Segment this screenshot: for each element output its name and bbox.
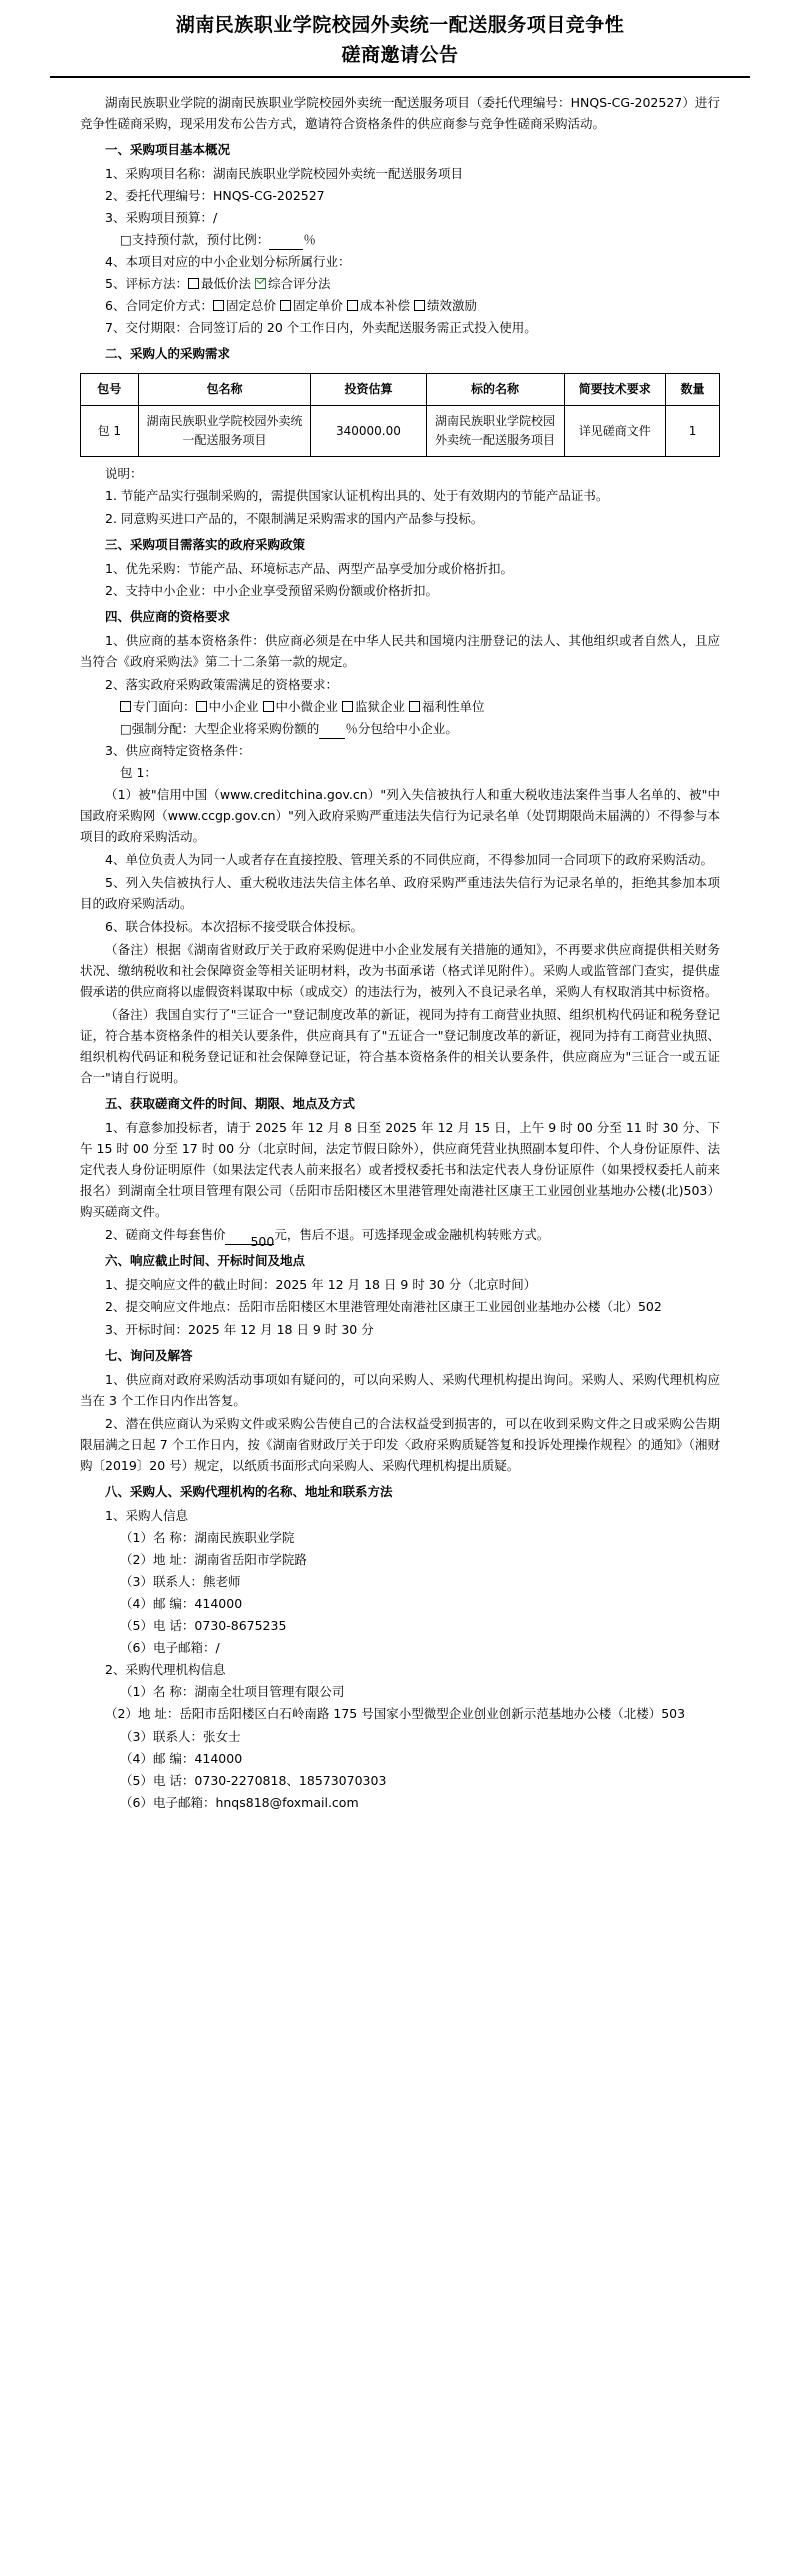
- pricing-label: 6、合同定价方式：: [105, 298, 213, 313]
- th-quantity: 数量: [666, 374, 720, 406]
- section-4-item-3-6: 6、联合体投标。本次招标不接受联合体投标。: [105, 919, 363, 934]
- table-row: [81, 406, 720, 457]
- mandatory-subcontract-suffix: ％分包给中小企业。: [345, 721, 458, 736]
- policy-opt-4: 福利性单位: [422, 699, 485, 714]
- cell-package-name: 湖南民族职业学院校园外卖统一配送服务项目: [138, 406, 311, 457]
- agent-phone: （5）电 话：0730-2270818、18573070303: [120, 1773, 387, 1788]
- checkbox-performance[interactable]: [414, 300, 425, 311]
- section-4-item-3-4: 4、单位负责人为同一人或者存在直接控股、管理关系的不同供应商，不得参加同一合同项下的政府采购活动。: [105, 852, 713, 867]
- checkbox-prison[interactable]: [342, 701, 353, 712]
- table-header-row: [81, 374, 720, 406]
- pricing-opt-3: 成本补偿: [359, 298, 410, 313]
- section-4-item-1: 1、供应商的基本资格条件：供应商必须是在中华人民共和国境内注册登记的法人、其他组织或者自然人，且应当符合《政府采购法》第二十二条第一款的规定。: [80, 633, 720, 669]
- policy-opt-0: 专门面向：: [133, 699, 196, 714]
- section-2-heading: 二、采购人的采购需求: [105, 346, 231, 361]
- checkbox-cost-plus[interactable]: [347, 300, 358, 311]
- buyer-name: （1）名 称：湖南民族职业学院: [120, 1530, 295, 1545]
- checkbox-fixed-unit[interactable]: [280, 300, 291, 311]
- cell-quantity: 1: [666, 406, 720, 457]
- section-3-heading: 三、采购项目需落实的政府采购政策: [105, 537, 306, 552]
- checkbox-welfare[interactable]: [409, 701, 420, 712]
- section-4-item-3-1: （1）被"信用中国（www.creditchina.gov.cn）"列入失信被执行人和重大税收违法案件当事人名单的、被"中国政府采购网（www.ccgp.gov.cn）"列入政府采购严重违法失信行为记录名单（处罚期限尚未届满的）不得参与本项目的政府采购活动。: [80, 787, 720, 844]
- table-note-2: 2. 同意购买进口产品的，不限制满足采购需求的国内产品参与投标。: [105, 511, 484, 526]
- prepay-percent: ％: [303, 232, 316, 247]
- doc-price-value: 500: [225, 1231, 274, 1245]
- section-1-item-7: 7、交付期限：合同签订后的 20 个工作日内，外卖配送服务需正式投入使用。: [105, 320, 537, 335]
- section-4-item-2: 2、落实政府采购政策需满足的资格要求：: [105, 677, 338, 692]
- cell-budget: 340000.00: [311, 406, 426, 457]
- th-package-name: 包名称: [138, 374, 311, 406]
- checkbox-sme[interactable]: [196, 701, 207, 712]
- section-3-item-2: 2、支持中小企业：中小企业享受预留采购份额或价格折扣。: [105, 583, 438, 598]
- agent-contact: （3）联系人：张女士: [120, 1729, 241, 1744]
- eval-opt-comprehensive: 综合评分法: [267, 276, 331, 291]
- policy-opt-2: 中小微企业: [275, 699, 339, 714]
- section-4-remark-1: （备注）根据《湖南省财政厅关于政府采购促进中小企业发展有关措施的通知》，不再要求供应商提供相关财务状况、缴纳税收和社会保障资金等相关证明材料，改为书面承诺（格式详见附件）。采购人或监管部门查实，提供虚假承诺的供应商将以虚假资料谋取中标（或成交）的违法行为，被列入不良记录名单，采购人有权取消其中标资格。: [80, 942, 720, 999]
- pricing-opt-2: 固定单价: [292, 298, 343, 313]
- section-6-heading: 六、响应截止时间、开标时间及地点: [105, 1253, 306, 1268]
- section-1-item-3: 3、采购项目预算：/: [105, 210, 218, 225]
- pricing-opt-1: 固定总价: [225, 298, 276, 313]
- procurement-requirement-table: [80, 373, 720, 457]
- doc-price-prefix: 2、磋商文件每套售价: [105, 1227, 226, 1242]
- buyer-phone: （5）电 话：0730-8675235: [120, 1618, 287, 1633]
- th-tech-requirement: 简要技术要求: [564, 374, 665, 406]
- eval-method-label: 5、评标方法：: [105, 276, 188, 291]
- table-note-1: 1. 节能产品实行强制采购的，需提供国家认证机构出具的、处于有效期内的节能产品证书。: [105, 488, 609, 503]
- buyer-info-heading: 1、采购人信息: [105, 1508, 188, 1523]
- th-package-no: 包号: [81, 374, 139, 406]
- section-1-item-6: [80, 295, 720, 316]
- agent-postcode: （4）邮 编：414000: [120, 1751, 243, 1766]
- agent-info-heading: 2、采购代理机构信息: [105, 1662, 226, 1677]
- section-4-heading: 四、供应商的资格要求: [105, 609, 231, 624]
- section-1-item-2: 2、委托代理编号：HNQS-CG-202527: [105, 188, 325, 203]
- checkbox-fixed-total[interactable]: [213, 300, 224, 311]
- checkbox-lowest-price[interactable]: [188, 278, 199, 289]
- prepay-label: □支持预付款，预付比例：: [120, 232, 270, 247]
- section-4-remark-2: （备注）我国自实行了"三证合一"登记制度改革的新证，视同为持有工商营业执照、组织机构代码证和税务登记证，符合基本资格条件的相关认要条件，供应商具有了"五证合一"登记制度改革的新证，视同为持有工商营业执照、组织机构代码证和税务登记证和社会保障登记证，符合基本资格条件的相关认要条件，供应商应为"三证合一或五证合一"请自行说明。: [80, 1007, 720, 1085]
- section-8-heading: 八、采购人、采购代理机构的名称、地址和联系方法: [105, 1484, 393, 1499]
- section-3-item-1: 1、优先采购：节能产品、环境标志产品、两型产品享受加分或价格折扣。: [105, 561, 513, 576]
- section-6-item-3: 3、开标时间：2025 年 12 月 18 日 9 时 30 分: [105, 1322, 374, 1337]
- buyer-email: （6）电子邮箱：/: [120, 1640, 220, 1655]
- section-7-item-2: 2、潜在供应商认为采购文件或采购公告使自己的合法权益受到损害的，可以在收到采购文件之日或采购公告期限届满之日起 7 个工作日内，按《湖南省财政厅关于印发〈政府采购质疑答复和投诉处理操作规程〉的通知》（湘财购〔2019〕20 号）规定，以纸质书面形式向采购人、采购代理机构提出质疑。: [80, 1416, 720, 1473]
- th-target-name: 标的名称: [426, 374, 564, 406]
- buyer-address: （2）地 址：湖南省岳阳市学院路: [120, 1552, 307, 1567]
- policy-opt-3: 监狱企业: [355, 699, 406, 714]
- section-5-heading: 五、获取磋商文件的时间、期限、地点及方式: [105, 1096, 356, 1111]
- document-body-2: [80, 463, 720, 1813]
- section-4-item-3-5: 5、列入失信被执行人、重大税收违法失信主体名单、政府采购严重违法失信行为记录名单的，拒绝其参加本项目的政府采购活动。: [80, 875, 720, 911]
- section-4-item-3: 3、供应商特定资格条件：: [105, 743, 251, 758]
- checkbox-comprehensive-score[interactable]: [255, 278, 266, 289]
- policy-opt-1: 中小企业: [208, 699, 259, 714]
- pricing-opt-4: 绩效激励: [426, 298, 477, 313]
- section-1-item-3b: [80, 229, 720, 250]
- cell-target-name: 湖南民族职业学院校园外卖统一配送服务项目: [426, 406, 564, 457]
- section-6-item-2: 2、提交响应文件地点：岳阳市岳阳楼区木里港管理处南港社区康王工业园创业基地办公楼（北）502: [105, 1299, 662, 1314]
- cell-package-no: 包 1: [81, 406, 139, 457]
- checkbox-micro[interactable]: [263, 701, 274, 712]
- cell-tech-requirement: 详见磋商文件: [564, 406, 665, 457]
- mandatory-subcontract-label: □强制分配：大型企业将采购份额的: [120, 721, 320, 736]
- section-5-item-1: 1、有意参加投标者，请于 2025 年 12 月 8 日至 2025 年 12 月 15 日，上午 9 时 00 分至 11 时 30 分、下午 15 时 00 分至 17 时 00 分（北京时间，法定节假日除外），供应商凭营业执照副本复印件、个人身份证原件、法定代表人身份证明原件（如果法定代表人前来报名）或者授权委托书和法定代表人身份证原件（如果授权委托人前来报名）到湖南全壮项目管理有限公司（岳阳市岳阳楼区木里港管理处南港社区康王工业园创业基地办公楼(北)503）购买磋商文件。: [80, 1120, 720, 1219]
- section-1-item-4: 4、本项目对应的中小企业划分标所属行业：: [105, 254, 351, 269]
- title-line-2: 磋商邀请公告: [341, 44, 459, 66]
- checkbox-dedicated[interactable]: [120, 701, 131, 712]
- eval-opt-lowest: 最低价法: [200, 276, 251, 291]
- section-5-item-2: [80, 1224, 720, 1249]
- agent-name: （1）名 称：湖南全壮项目管理有限公司: [120, 1684, 345, 1699]
- section-7-heading: 七、询问及解答: [105, 1348, 193, 1363]
- section-4-item-2a: [80, 696, 720, 717]
- table-note-label: 说明：: [105, 466, 143, 481]
- section-1-item-1: 1、采购项目名称：湖南民族职业学院校园外卖统一配送服务项目: [105, 166, 463, 181]
- section-7-item-1: 1、供应商对政府采购活动事项如有疑问的，可以向采购人、采购代理机构提出询问。采购人、采购代理机构应当在 3 个工作日内作出答复。: [80, 1372, 720, 1408]
- prepay-ratio-field[interactable]: [269, 236, 303, 250]
- title-line-1: 湖南民族职业学院校园外卖统一配送服务项目竞争性: [175, 14, 625, 36]
- agent-address: （2）地 址：岳阳市岳阳楼区白石岭南路 175 号国家小型微型企业创业创新示范基地办公楼（北楼）503: [105, 1706, 686, 1721]
- section-6-item-1: 1、提交响应文件的截止时间：2025 年 12 月 18 日 9 时 30 分（北京时间）: [105, 1277, 537, 1292]
- section-1-item-5: [80, 273, 720, 294]
- document-body: [80, 92, 720, 365]
- agent-email: （6）电子邮箱：hnqs818@foxmail.com: [120, 1795, 359, 1810]
- buyer-postcode: （4）邮 编：414000: [120, 1596, 243, 1611]
- document-title: [50, 10, 750, 78]
- section-1-heading: 一、采购项目基本概况: [105, 142, 231, 157]
- th-budget: 投资估算: [311, 374, 426, 406]
- doc-price-suffix: 元，售后不退。可选择现金或金融机构转账方式。: [274, 1227, 550, 1242]
- section-4-item-2b: [80, 718, 720, 739]
- buyer-contact: （3）联系人：熊老师: [120, 1574, 241, 1589]
- subcontract-ratio-field[interactable]: [319, 725, 345, 739]
- section-4-item-3-package: 包 1：: [120, 765, 157, 780]
- intro-paragraph: 湖南民族职业学院的湖南民族职业学院校园外卖统一配送服务项目（委托代理编号：HNQS-CG-202527）进行竞争性磋商采购，现采用发布公告方式，邀请符合资格条件的供应商参与竞争性磋商采购活动。: [80, 95, 720, 131]
